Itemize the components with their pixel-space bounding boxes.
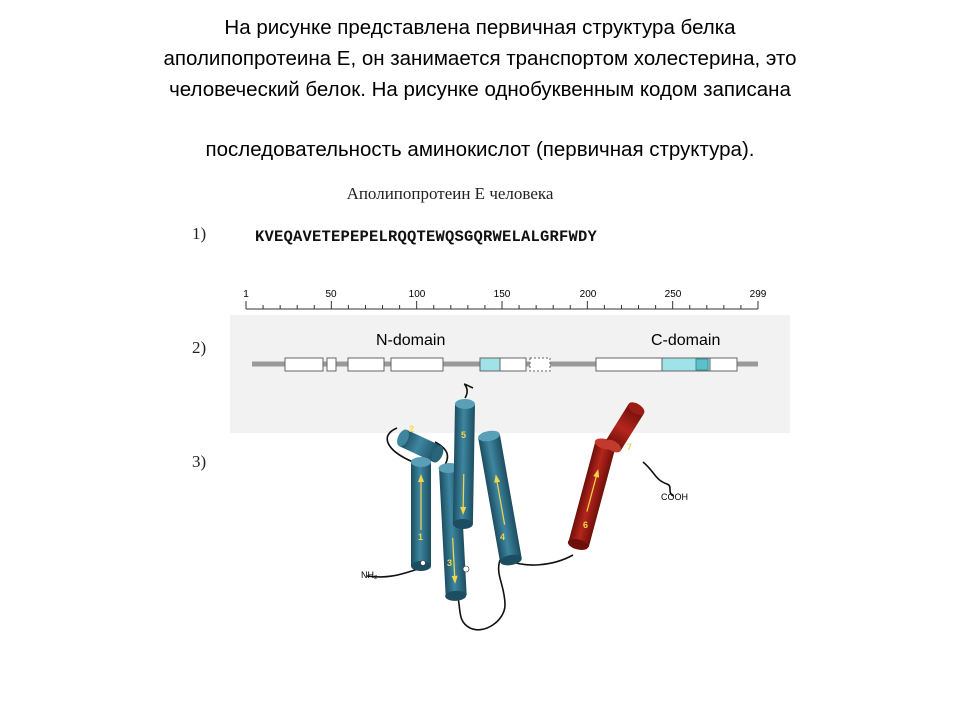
helix-number-6: 6 <box>583 520 589 530</box>
slide-text-line-4: последовательность аминокислот (первичная структура). <box>205 138 755 161</box>
ruler-tick-label: 150 <box>493 289 511 300</box>
helix-number-1: 1 <box>418 532 424 542</box>
helix-5 <box>453 399 475 529</box>
domain-highlight-mark <box>696 359 708 370</box>
slide-text-line-3: человеческий белок. На рисунке однобуквенным кодом записана <box>169 78 791 101</box>
ruler-tick-label: 50 <box>325 289 337 300</box>
domain-segment <box>710 358 737 371</box>
amino-acid-sequence: KVEQAVETEPEPELRQQTEWQSGQRWELALGRFWDY <box>255 228 598 246</box>
c-domain-label: C-domain <box>651 332 721 349</box>
helix-1 <box>411 457 431 571</box>
loop-marker <box>463 566 469 572</box>
helix-number-3: 3 <box>447 558 453 568</box>
helix-7 <box>603 400 647 455</box>
helix-number-4: 4 <box>500 532 506 542</box>
helix-number-2: 2 <box>409 424 415 434</box>
helix-number-5: 5 <box>461 430 467 440</box>
domain-highlight <box>480 358 500 371</box>
ruler-tick-label: 250 <box>664 289 682 300</box>
helix-4 <box>477 429 522 567</box>
ruler-tick-label: 200 <box>579 289 597 300</box>
helix-number-7: 7 <box>627 442 633 452</box>
c-terminus-label: COOH <box>661 492 688 502</box>
domain-segment-dashed <box>530 358 550 371</box>
n-domain-label: N-domain <box>376 332 446 349</box>
figure-title: Аполипопротеин Е человека <box>346 184 554 203</box>
n-terminus-label: NH₂ <box>361 570 378 580</box>
slide-text-line-1: На рисунке представлена первичная структура белка <box>224 16 736 39</box>
domain-segment <box>327 358 336 371</box>
ruler-tick-label: 299 <box>749 289 767 300</box>
domain-segment <box>391 358 443 371</box>
ruler-tick-label: 1 <box>243 289 249 300</box>
slide-text-line-2: аполипопротеина Е, он занимается транспортом холестерина, это <box>163 47 797 70</box>
domain-segment <box>285 358 323 371</box>
slide-text <box>60 12 900 105</box>
helix-6 <box>567 436 617 552</box>
panel-label-1: 1) <box>192 224 207 243</box>
ruler-tick-marks <box>246 301 758 309</box>
ruler-tick-label: 100 <box>408 289 426 300</box>
helix-cartoon <box>355 380 715 640</box>
domain-segment <box>596 358 662 371</box>
c-terminal-tail <box>643 462 673 496</box>
terminal-marker <box>421 561 426 566</box>
domain-segment <box>500 358 526 371</box>
domain-segment <box>348 358 384 371</box>
loop-4-5 <box>465 384 473 398</box>
panel-label-3: 3) <box>192 452 207 471</box>
panel-label-2: 2) <box>192 338 207 357</box>
